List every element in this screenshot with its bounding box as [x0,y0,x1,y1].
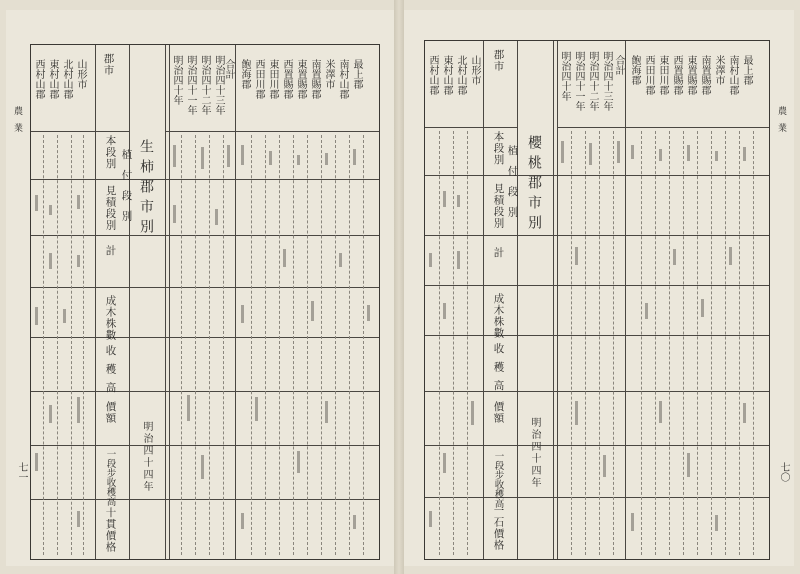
left-row-label: 南置賜郡 [309,59,320,99]
left-row-label: 山形市 [75,59,86,89]
right-row-label: 西置賜郡 [671,55,682,95]
right-header-kei: 計 [492,247,505,259]
left-row-label: 北村山郡 [61,59,72,99]
left-row-label: 東置賜郡 [295,59,306,99]
left-header-honbetsu: 本段別 [104,135,117,170]
right-row-label: 明治四十二年 [587,51,598,111]
left-row-label: 東村山郡 [47,59,58,99]
right-header-honbetsu: 本段別 [492,131,505,166]
left-row-label: 明治四十一年 [185,55,196,115]
right-header-planting: 植付段別 [506,145,519,227]
left-row-label: 米澤市 [323,59,334,89]
right-row-label: 西田川郡 [643,55,654,95]
left-page-number: 七一 [16,462,27,482]
right-header-shukaku: 收穫高 [492,343,505,399]
left-row-label: 西置賜郡 [281,59,292,99]
left-row-label: 最上郡 [351,59,362,89]
right-header-seiboku: 成木株數 [492,293,505,339]
left-row-label: 飽海郡 [239,59,250,89]
right-row-label: 飽海郡 [629,55,640,85]
right-row-label: 南村山郡 [727,55,738,95]
right-row-label: 東村山郡 [441,55,452,95]
left-header-county: 郡市 [102,53,115,76]
right-header-ichikoku: 一石價格 [492,505,505,551]
right-row-label: 明治四十三年 [601,51,612,111]
right-row-label: 山形市 [469,55,480,85]
left-row-label: 西田川郡 [253,59,264,99]
right-row-label: 南置賜郡 [699,55,710,95]
left-header-kakaku: 價額 [104,401,117,424]
right-page-number: 七〇 [778,462,789,482]
right-date-caption: 明治四十四年 [529,417,540,489]
right-row-label: 北村山郡 [455,55,466,95]
left-row-label: 南村山郡 [337,59,348,99]
left-running-head: 農業 [12,106,22,140]
left-table [30,44,380,560]
right-page [404,10,794,566]
left-header-ittanbu: 一段步收穫高 [104,449,116,506]
left-row-label: 明治四十年 [171,55,182,105]
right-row-label: 明治四十一年 [573,51,584,111]
right-row-label: 米澤市 [713,55,724,85]
left-header-kei: 計 [104,245,117,257]
left-table-title: 生柿郡市別 [138,139,154,239]
left-header-jukkan: 十貫價格 [104,507,117,553]
right-row-label: 東置賜郡 [685,55,696,95]
left-header-shukaku: 收穫高 [104,345,117,401]
right-row-label: 明治四十年 [559,51,570,101]
right-header-county: 郡市 [492,49,505,72]
left-row-label: 明治四十二年 [199,55,210,115]
right-running-head: 農業 [776,106,786,140]
book-gutter [394,0,404,574]
right-row-label: 東田川郡 [657,55,668,95]
left-date-caption: 明治四十四年 [141,421,152,493]
right-row-label: 西村山郡 [427,55,438,95]
left-row-label: 明治四十三年 [213,55,224,115]
left-row-label: 合計 [223,59,234,79]
left-header-seiboku: 成木株數 [104,295,117,341]
right-header-mitsumori: 見積段別 [492,183,505,229]
left-row-label: 東田川郡 [267,59,278,99]
right-header-ittanbu: 一段步收穫高 [492,451,504,508]
right-table [424,40,770,560]
left-page [6,10,394,566]
left-header-planting: 植付段別 [120,149,133,231]
right-header-kakaku: 價額 [492,401,505,424]
right-table-title: 櫻桃郡市別 [526,135,542,235]
right-row-label: 合計 [613,55,624,75]
left-row-label: 西村山郡 [33,59,44,99]
left-header-mitsumori: 見積段別 [104,185,117,231]
right-row-label: 最上郡 [741,55,752,85]
